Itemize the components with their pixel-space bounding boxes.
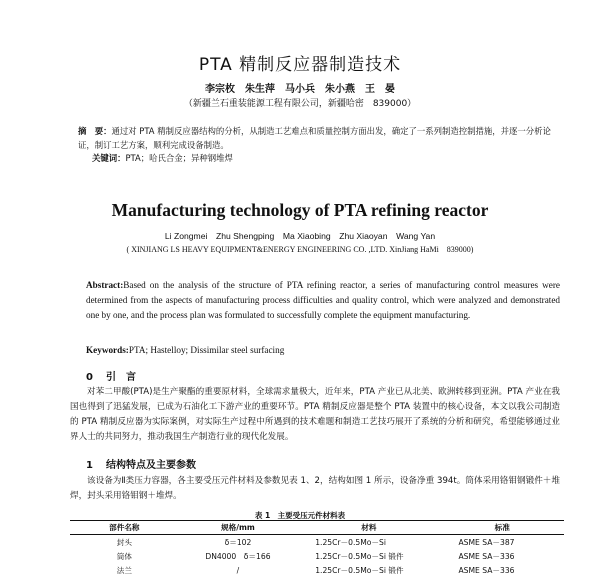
section-1-heading: [86, 456, 196, 471]
table-cell: 封头: [116, 537, 132, 547]
chinese-abstract: [78, 124, 566, 152]
english-keywords: [86, 345, 560, 355]
section-1-title: 结构特点及主要参数: [106, 460, 196, 471]
chinese-authors: 李宗枚 朱生萍 马小兵 朱小燕 王 晏: [205, 84, 395, 95]
english-abstract: [86, 278, 560, 322]
table-cell: 法兰: [116, 565, 132, 575]
section-0-heading: [86, 368, 136, 383]
english-authors: Li Zongmei Zhu Shengping Ma Xiaobing Zhu Xiaoyan Wang Yan: [164, 231, 436, 241]
table-cell: δ＝102: [224, 537, 252, 547]
table-header-cell: 规格/mm: [179, 521, 298, 535]
chinese-abstract-text: 通过对 PTA 精制反应器结构的分析，从制造工艺难点和质量控制方面出发，确定了一系列制造控制措施，并逐一分析论证，制订工艺方案，顺利完成设备制造。: [78, 126, 551, 150]
chinese-affiliation: （新疆兰石重装能源工程有限公司，新疆哈密 839000）: [183, 99, 417, 109]
table-cell: 1.25Cr－0.5Mo－Si 锻件: [315, 565, 404, 575]
chinese-keywords: [92, 152, 552, 164]
section-1-number: 1: [86, 460, 93, 471]
table-row: [70, 549, 564, 563]
table-cell: 1.25Cr－0.5Mo－Si: [315, 537, 386, 547]
chinese-title: PTA 精制反应器制造技术: [198, 55, 402, 75]
table-row: [70, 535, 564, 550]
chinese-abstract-label: 摘 要：: [78, 126, 112, 136]
table-header-cell: 材料: [297, 521, 440, 535]
table-cell: /: [236, 565, 240, 575]
english-abstract-label: Abstract:: [86, 280, 124, 290]
english-abstract-text: Based on the analysis of the structure of PTA refining reactor, a series of manufacturing control measures were determined from the aspects of manufacturing process difficulties and quality control, which were analyzed and demonstrated one by one, and the process plan was formulated to successfully complete the equipment manufacturing.: [86, 280, 560, 320]
table-row: [70, 563, 564, 577]
chinese-keywords-label: 关键词：: [92, 153, 126, 163]
chinese-keywords-text: PTA；哈氏合金；异种钢堆焊: [125, 153, 233, 163]
table-header-cell: 标准: [440, 521, 564, 535]
table-cell: DN4000 δ＝166: [205, 551, 271, 561]
section-1-paragraph: 该设备为Ⅱ类压力容器，各主要受压元件材料及参数见表 1、2，结构如图 1 所示，设备净重 394t。筒体采用铬钼钢锻件＋堆焊，封头采用铬钼钢＋堆焊。: [70, 476, 560, 501]
table-cell: 1.25Cr－0.5Mo－Si 锻件: [315, 551, 404, 561]
table-cell: 筒体: [116, 551, 132, 561]
english-keywords-label: Keywords:: [86, 345, 129, 355]
materials-table: [70, 520, 564, 577]
english-title: Manufacturing technology of PTA refining reactor: [111, 200, 489, 220]
section-0-title: 引 言: [106, 372, 136, 383]
table-cell: ASME SA－336: [458, 565, 515, 575]
table-header-row: [70, 521, 564, 535]
english-keywords-text: PTA; Hastelloy; Dissimilar steel surfacing: [128, 345, 285, 355]
section-0-number: 0: [86, 372, 93, 383]
table-1-caption: 表 1 主要受压元件材料表: [254, 511, 346, 520]
table-cell: ASME SA－336: [458, 551, 515, 561]
table-header-cell: 部件名称: [70, 521, 179, 535]
table-cell: ASME SA－387: [458, 537, 515, 547]
english-affiliation: ( XINJIANG LS HEAVY EQUIPMENT&ENERGY ENGINEERING CO. ,LTD. XinJiang HaMi 839000): [126, 245, 474, 254]
section-0-paragraph: 对苯二甲酸(PTA)是生产聚酯的重要原材料，全球需求量极大，近年来，PTA 产业已从北美、欧洲转移到亚洲。PTA 产业在我国也得到了迅猛发展，已成为石油化工下游产业的重要环节。PTA 精制反应器是整个 PTA 装置中的核心设备，本文以我公司制造的 PTA 精制反应器为实际案例，对实际生产过程中所遇到的技术难题和制造工艺技巧展开了系统的分析和研究，希望能够通过业界人士的共同努力，推动我国生产制造行业的现代化发展。: [70, 387, 560, 442]
